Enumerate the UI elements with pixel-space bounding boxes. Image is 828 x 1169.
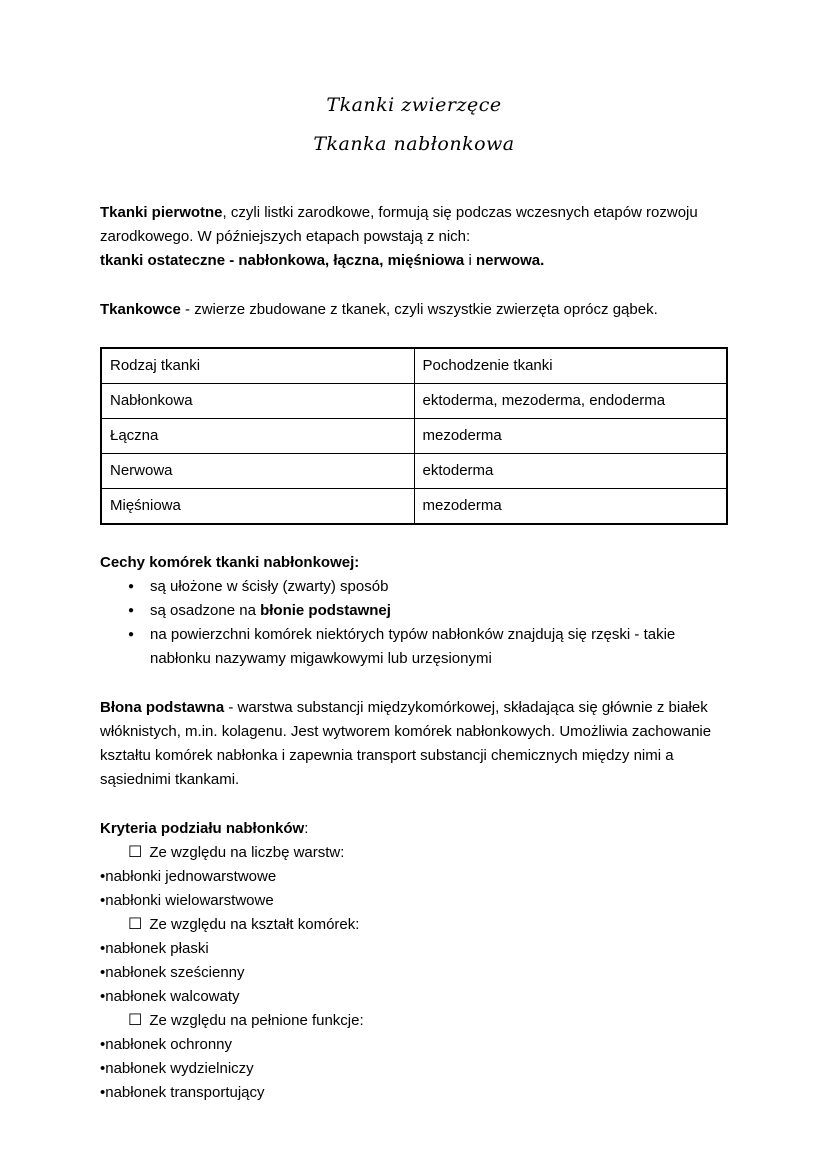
list-item (100, 599, 728, 623)
criterion-item: •nabłonek walcowaty (100, 988, 240, 1005)
checkbox-icon: ☐ (128, 916, 143, 933)
tkankowce-definition: - zwierze zbudowane z tkanek, czyli wszystkie zwierzęta oprócz gąbek. (180, 301, 658, 318)
bullet-icon: ● (128, 581, 135, 592)
criterion-text: Ze względu na kształt komórek: (149, 916, 360, 933)
cechy-list (100, 575, 728, 671)
criterion-item: •nabłonek płaski (100, 940, 209, 957)
cechy-heading: Cechy komórek tkanki nabłonkowej: (100, 554, 360, 571)
tkankowce-paragraph (100, 298, 728, 322)
criterion-text: Ze względu na liczbę warstw: (149, 844, 345, 861)
table-header-cell: Pochodzenie tkanki (414, 348, 727, 384)
list-item (100, 575, 728, 599)
bullet-icon: ● (128, 629, 135, 640)
table-cell: ektoderma (414, 454, 727, 489)
criterion-item: •nabłonek wydzielniczy (100, 1060, 254, 1077)
blona-term: Błona podstawna (100, 699, 225, 716)
kryteria-section (100, 817, 728, 1105)
list-item-bold: błonie podstawnej (260, 602, 391, 619)
checkbox-icon: ☐ (128, 844, 143, 861)
intro-bold-nervous: nerwowa. (475, 252, 545, 269)
intro-paragraph (100, 201, 728, 273)
table-row (101, 419, 727, 454)
intro-conjunction: i (464, 252, 476, 269)
blona-definition: - warstwa substancji międzykomórkowej, składająca się głównie z białek włóknistych, m.in. kolagenu. Jest wytworem komórek nabłonkowych. Umożliwia zachowanie kształtu komórek nabłonka i zapewnia transport substancji chemicznych między nimi a sąsiednimi tkankami. (100, 699, 712, 788)
table-header-row (101, 348, 727, 384)
bullet-icon: ● (128, 605, 135, 616)
kryteria-heading-bold: Kryteria podziału nabłonków (100, 820, 305, 837)
table-header-cell: Rodzaj tkanki (101, 348, 414, 384)
list-item-text: na powierzchni komórek niektórych typów nabłonków znajdują się rzęski - takie nabłonku nazywamy migawkowymi lub urzęsionymi (150, 626, 676, 667)
kryteria-heading-colon: : (304, 820, 309, 837)
criterion-line (100, 913, 728, 937)
table-row (101, 454, 727, 489)
criterion-text: Ze względu na pełnione funkcje: (149, 1012, 364, 1029)
criterion-item: •nabłonki wielowarstwowe (100, 892, 274, 909)
kryteria-heading (100, 817, 728, 841)
list-item (100, 623, 728, 671)
table-row (101, 489, 727, 525)
intro-bold-lead: Tkanki pierwotne (100, 204, 223, 221)
table-cell: mezoderma (414, 419, 727, 454)
criterion-line (100, 1009, 728, 1033)
criterion-item: •nabłonek sześcienny (100, 964, 245, 981)
tissue-origin-table (100, 347, 728, 525)
tkankowce-term: Tkankowce (100, 301, 181, 318)
table-row (101, 384, 727, 419)
list-item-text: są ułożone w ścisły (zwarty) sposób (150, 578, 389, 595)
intro-text: , czyli listki zarodkowe, formują się podczas wczesnych etapów rozwoju zarodkowego. W późniejszych etapach powstają z nich: (100, 204, 698, 245)
document-title: Tkanki zwierzęce (326, 94, 502, 116)
intro-bold-tissues: tkanki ostateczne - nabłonkowa, łączna, mięśniowa (100, 252, 465, 269)
table-cell: ektoderma, mezoderma, endoderma (414, 384, 727, 419)
criterion-line (100, 841, 728, 865)
list-item-text (150, 599, 728, 623)
table-cell: Mięśniowa (101, 489, 414, 525)
criterion-item: •nabłonek ochronny (100, 1036, 233, 1053)
list-item-plain: są osadzone na (150, 602, 261, 619)
table-cell: Nerwowa (101, 454, 414, 489)
criterion-item: •nabłonki jednowarstwowe (100, 868, 277, 885)
criterion-item: •nabłonek transportujący (100, 1084, 265, 1101)
table-cell: Łączna (101, 419, 414, 454)
checkbox-icon: ☐ (128, 1012, 143, 1029)
blona-paragraph (100, 696, 728, 792)
table-cell: Nabłonkowa (101, 384, 414, 419)
document-subtitle: Tkanka nabłonkowa (313, 133, 515, 155)
table-cell: mezoderma (414, 489, 727, 525)
